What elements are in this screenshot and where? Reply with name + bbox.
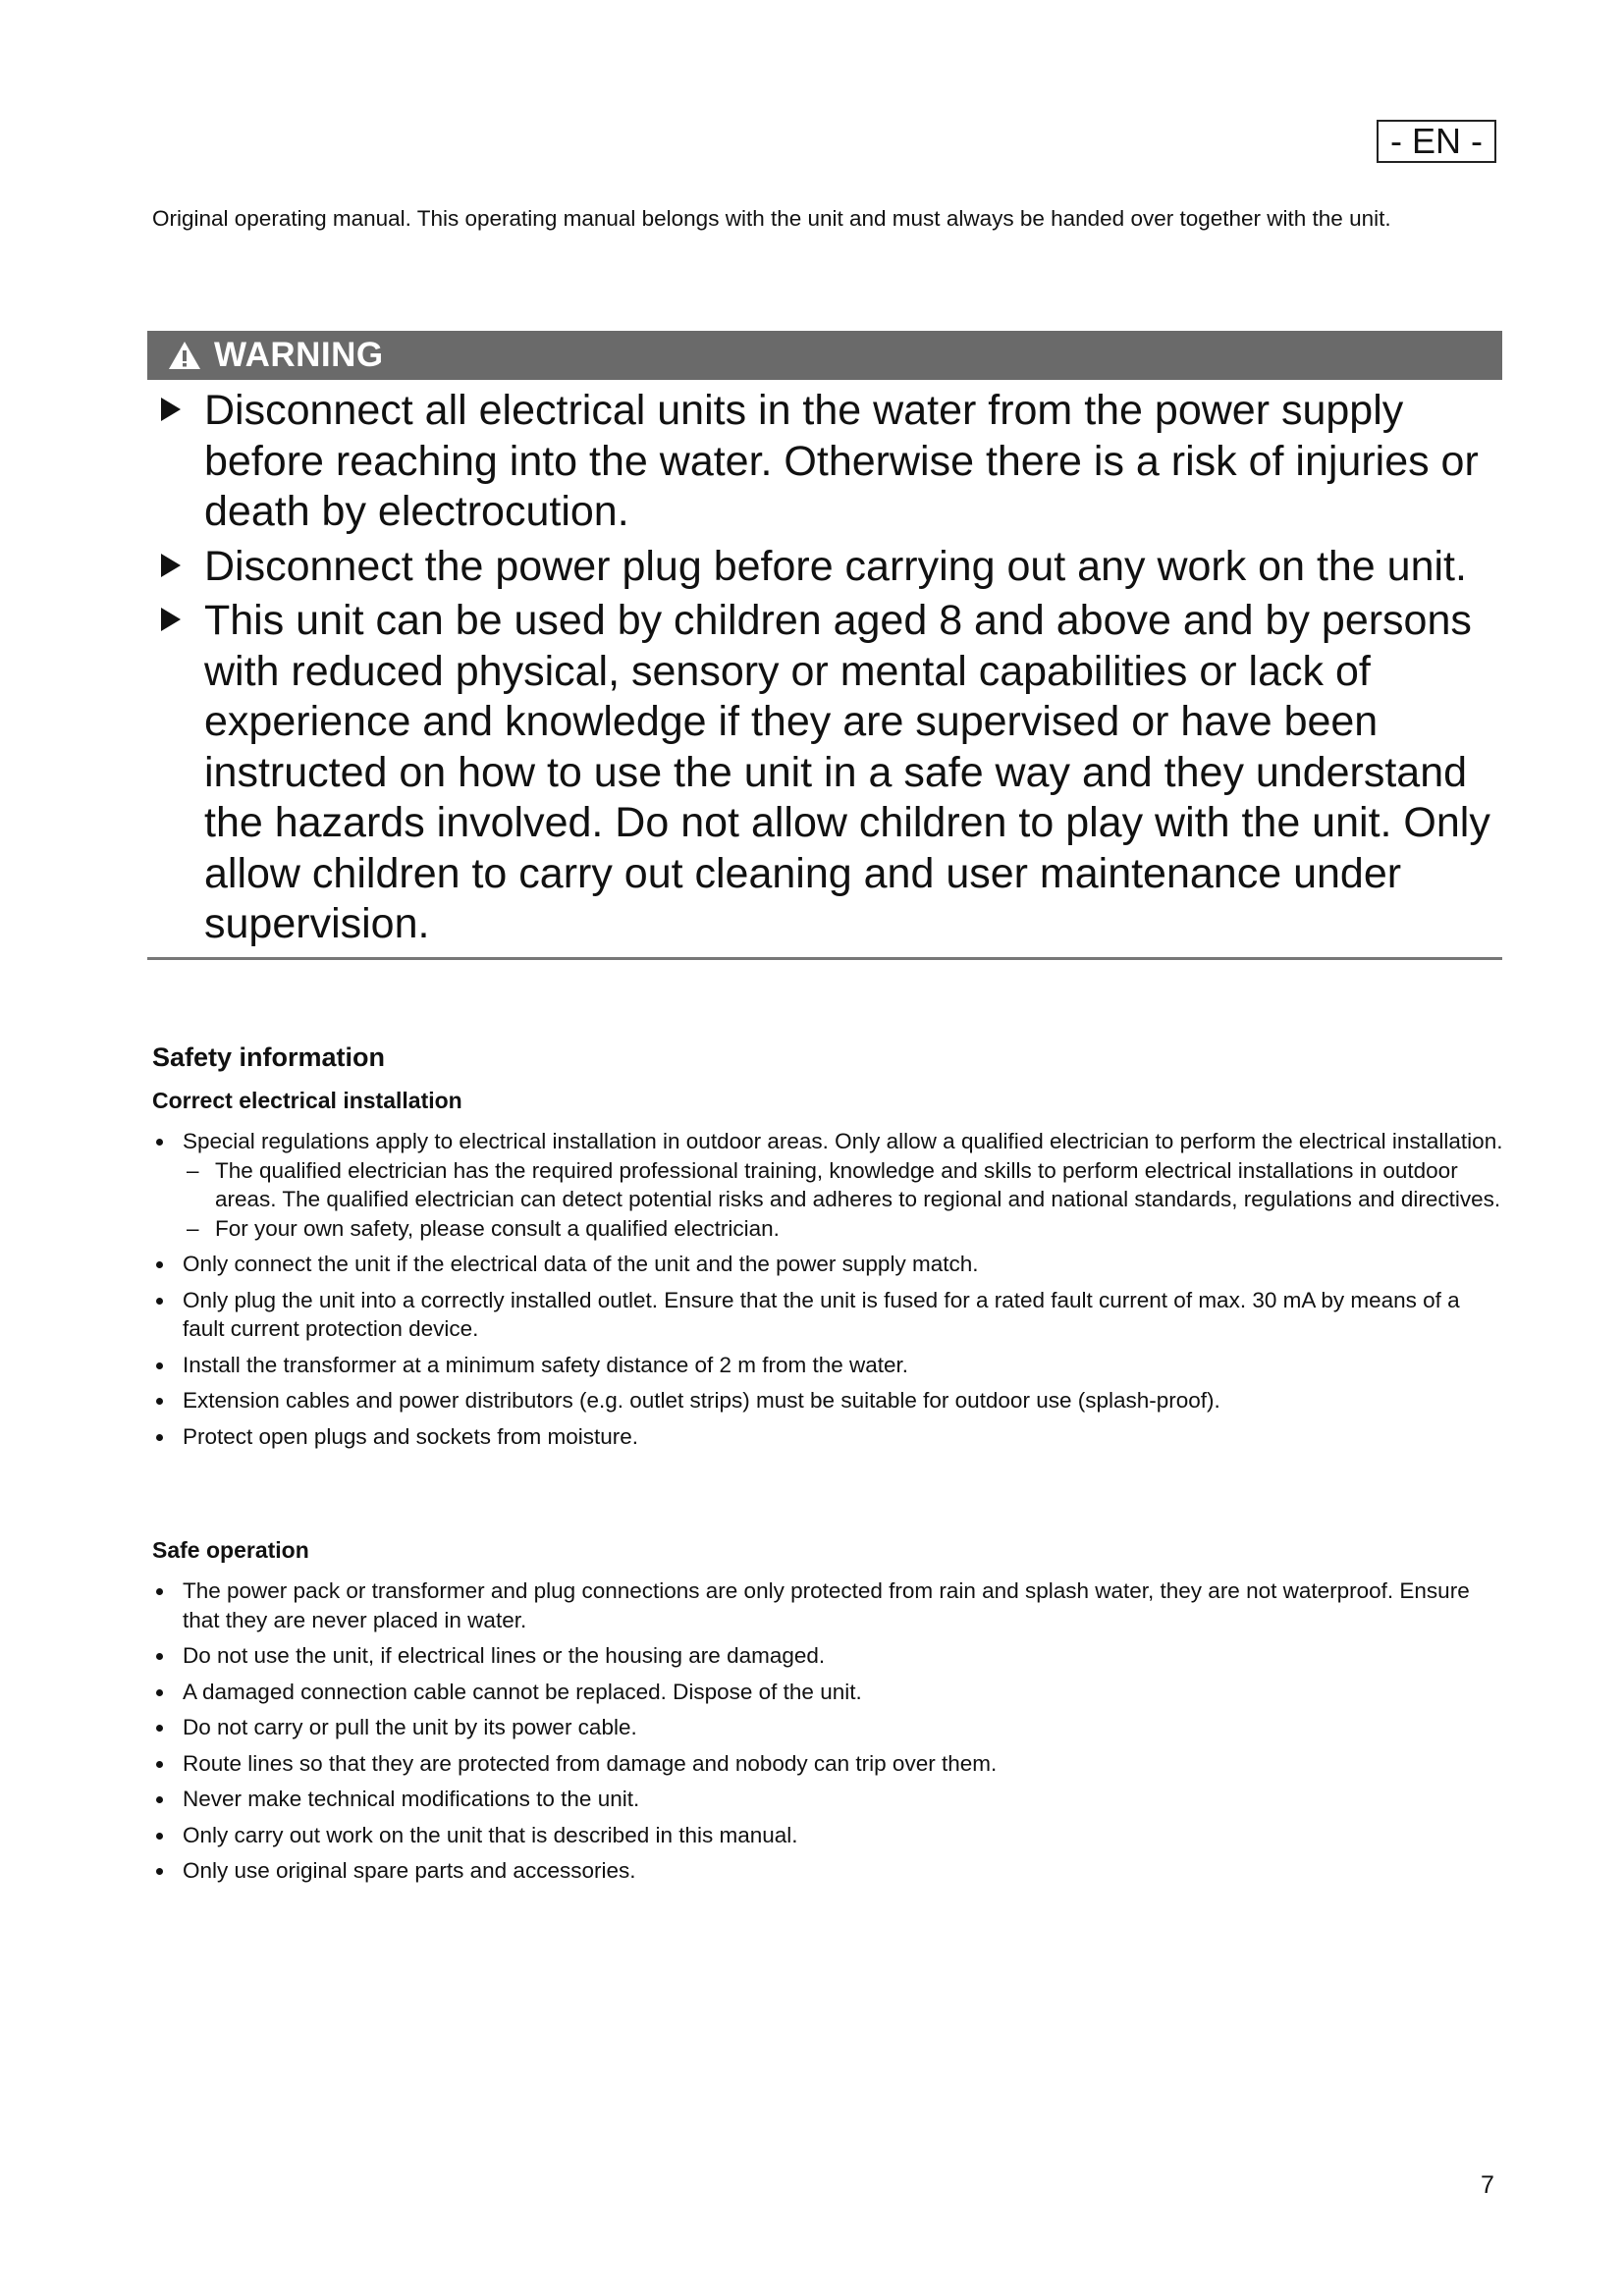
sub-list-item: – For your own safety, please consult a qualified electrician. <box>183 1214 1507 1244</box>
warning-item-text: Disconnect all electrical units in the water from the power supply before reaching into the water. Otherwise there is a risk of injuries or death by electrocution. <box>204 387 1479 535</box>
list-item: Never make technical modifications to the unit. <box>152 1785 1507 1814</box>
list-item <box>152 1127 1507 1243</box>
warning-divider <box>147 957 1502 960</box>
intro-text: Original operating manual. This operating manual belongs with the unit and must always be handed over together with the unit. <box>152 206 1391 231</box>
list-item: Route lines so that they are protected from damage and nobody can trip over them. <box>152 1749 1507 1779</box>
subsection-title-electrical: Correct electrical installation <box>152 1088 462 1113</box>
warning-title: WARNING <box>214 336 384 374</box>
operation-list <box>152 1576 1507 1893</box>
list-item: The power pack or transformer and plug connections are only protected from rain and splash water, they are not waterproof. Ensure that they are never placed in water. <box>152 1576 1507 1634</box>
list-item: Install the transformer at a minimum safety distance of 2 m from the water. <box>152 1351 1507 1380</box>
warning-item <box>147 542 1507 593</box>
list-item: Protect open plugs and sockets from moisture. <box>152 1422 1507 1452</box>
list-item: Extension cables and power distributors (e.g. outlet strips) must be suitable for outdoor use (splash-proof). <box>152 1386 1507 1415</box>
warning-icon <box>167 340 202 371</box>
page-number: 7 <box>1481 2171 1494 2199</box>
section-title: Safety information <box>152 1042 386 1072</box>
list-item: A damaged connection cable cannot be replaced. Dispose of the unit. <box>152 1678 1507 1707</box>
list-item: Do not carry or pull the unit by its power cable. <box>152 1713 1507 1742</box>
warning-header <box>147 331 1502 380</box>
warning-list <box>147 386 1507 954</box>
list-item: Only connect the unit if the electrical data of the unit and the power supply match. <box>152 1250 1507 1279</box>
sub-list-item: – The qualified electrician has the required professional training, knowledge and skills to perform electrical installations in outdoor areas. The qualified electrician can detect potential risks and adheres to regional and national standards, regulations and directives. <box>183 1156 1507 1214</box>
arrow-bullet-icon <box>161 554 181 577</box>
arrow-bullet-icon <box>161 398 181 421</box>
warning-item <box>147 596 1507 950</box>
language-tag: - EN - <box>1377 120 1496 163</box>
list-item: Only plug the unit into a correctly installed outlet. Ensure that the unit is fused for a rated fault current of max. 30 mA by means of a fault current protection device. <box>152 1286 1507 1344</box>
sub-list <box>183 1156 1507 1244</box>
list-item: Do not use the unit, if electrical lines or the housing are damaged. <box>152 1641 1507 1671</box>
list-item: Only use original spare parts and accessories. <box>152 1856 1507 1886</box>
warning-item-text: Disconnect the power plug before carrying out any work on the unit. <box>204 542 1467 590</box>
warning-item <box>147 386 1507 538</box>
list-item-text: Special regulations apply to electrical installation in outdoor areas. Only allow a qualified electrician to perform the electrical installation. <box>183 1129 1503 1153</box>
subsection-title-operation: Safe operation <box>152 1537 309 1563</box>
electrical-list <box>152 1127 1507 1458</box>
warning-item-text: This unit can be used by children aged 8 and above and by persons with reduced physical, sensory or mental capabilities or lack of experience and knowledge if they are supervised or have been instructed on how to use the unit in a safe way and they understand the hazards involved. Do not allow children to play with the unit. Only allow children to carry out cleaning and user maintenance under supervision. <box>204 597 1490 947</box>
list-item: Only carry out work on the unit that is described in this manual. <box>152 1821 1507 1850</box>
arrow-bullet-icon <box>161 608 181 631</box>
